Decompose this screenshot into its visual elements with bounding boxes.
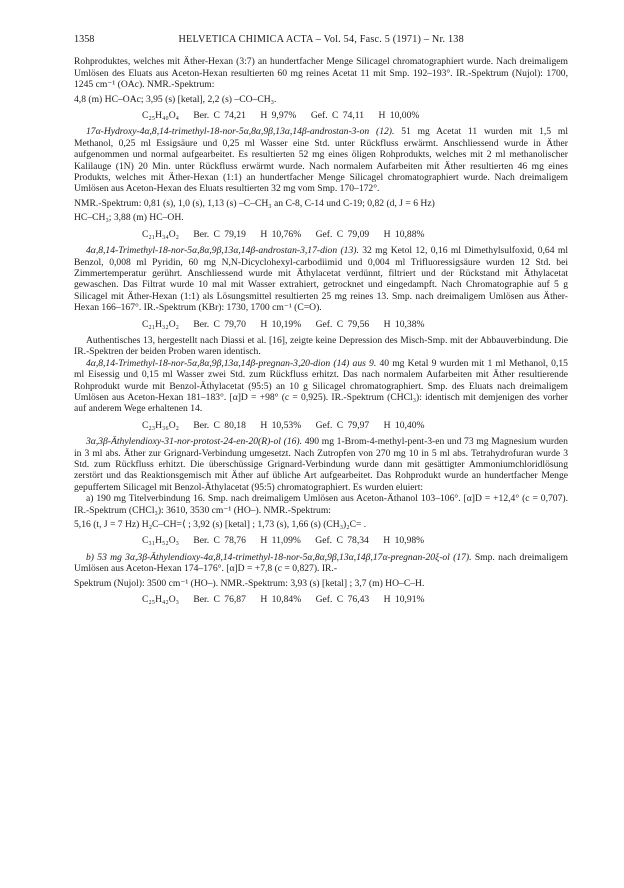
nmr-line-11: 4,8 (m) HC–OAc; 3,95 (s) [ketal], 2,2 (s) –CO–CH₃. [74, 93, 277, 105]
found-h: H 10,00% [378, 110, 420, 122]
section-14 [74, 358, 568, 415]
compound-title-12: 17α-Hydroxy-4α,8,14-trimethyl-18-nor-5α,8α,9β,13α,14β-androstan-3-on (12). [86, 126, 395, 138]
calc-h: H 10,53% [260, 419, 302, 431]
compound-title-16: 3α,3β-Äthylendioxy-31-nor-protost-24-en-20(R)-ol (16). [86, 436, 303, 448]
found-c: Gef. C 79,97 [315, 419, 370, 431]
found-h: H 10,91% [383, 594, 425, 606]
analysis-14 [142, 420, 568, 431]
calc-h: H 9,97% [260, 110, 297, 122]
compound-title-13: 4α,8,14-Trimethyl-18-nor-5α,8α,9β,13α,14β-androstan-3,17-dion (13). [86, 245, 359, 257]
section-13 [74, 245, 568, 313]
paragraph-13: 32 mg Ketol 12, 0,16 ml Dimethylsulfoxid, 0,64 ml Benzol, 0,008 ml Pyridin, 60 mg N,N-Dicyclohexyl-carbodiimid und 0,004 ml Trifluoressigsäure wurden 12 Std. bei Zimmertemperatur gerührt. Anschliessend wurde mit Äthylacetat verdünnt, filtriert und der Rückstand mit Äthylacetat gewaschen. Das Filtrat wurde 10 mal mit Wasser extrahiert, getrocknet und eingedampft. Nach Chromatographie auf 5 g Silicagel mit Äther-Hexan (1:1) als Lösungsmittel resultierten 25 mg reines 13. Smp. nach dreimaligem Umlösen aus Äther-Hexan 166–167°. IR.-Spektrum (KBr): 1730, 1700 cm⁻¹ (C=O). [74, 245, 568, 314]
found-c: Gef. C 79,09 [315, 228, 370, 240]
journal-running-title: HELVETICA CHIMICA ACTA – Vol. 54, Fasc. 5 (1971) – Nr. 138 [178, 34, 464, 45]
calc-c: Ber. C 76,87 [193, 594, 246, 606]
calc-h: H 10,76% [260, 228, 302, 240]
calc-c: Ber. C 78,76 [193, 535, 246, 547]
found-c: Gef. C 78,34 [315, 535, 369, 547]
paragraph-17: Smp. nach dreimaligem Umlösen aus Aceton-Hexan 174–176°. [α]D = +7,8 (c = 0,827). IR.- [74, 551, 568, 575]
analysis-17 [142, 594, 568, 605]
found-c: Gef. C 79,56 [315, 318, 370, 330]
found-c: Gef. C 76,43 [315, 594, 370, 606]
nmr-line-12a: NMR.-Spektrum: 0,81 (s), 1,0 (s), 1,13 (s) –C–CH₃ an C-8, C-14 und C-19; 0,82 (d, J = 6 Hz) [74, 197, 435, 209]
formula: C₃₁H₅₂O₃ [142, 535, 179, 547]
paragraph-16: 490 mg 1-Brom-4-methyl-pent-3-en und 73 mg Magnesium wurden in 3 ml abs. Äther zur Grignard-Verbindung umgesetzt. Nach Zutropfen von 270 mg 10 in 5 ml abs. Tetrahydrofuran wurde 3 Std. zum Rückfluss erhitzt. Die überschüssige Grignard-Verbindung wurde dann mit gesättigter Ammoniumchloridlösung zerstört und das Reaktionsgemisch mit Äther auf übliche Art aufgearbeitet. Das Rohprodukt wurde an hundertfacher Menge gepuffertem Silicagel mit Benzol-Äthylacetat (95:5) chromatographiert. Es wurden eluiert: [74, 436, 568, 493]
paragraph-14: 40 mg Ketal 9 wurden mit 1 ml Methanol, 0,15 ml Eisessig und 0,15 ml Wasser zwei Std. zum Rückfluss erhitzt. Das nach normalem Aufarbeiten mit Äther resultierende Rohprodukt wurde mit Benzol-Äthylacetat (95:5) an 10 g Silicagel chromatographiert. Smp. des Eluats nach dreimaligem Umlösen aus Aceton-Hexan 181–183°. [α]D = +98° (c = 0,925). IR.-Spektrum (CHCl₃): identisch mit demjenigen des vorher auf anderem Wege erhaltenen 14. [74, 357, 568, 415]
paragraph-intro: Rohproduktes, welches mit Äther-Hexan (3:7) an hundertfacher Menge Silicagel chromatographiert wurde. Nach dreimaligem Umlösen des Eluats aus Aceton-Hexan resultierten 60 mg reines Acetat 11 mit Smp. 192–193°. IR.-Spektrum (Nujol): 1700, 1245 cm⁻¹ (OAc). NMR.-Spektrum: [74, 56, 568, 91]
found-h: H 10,88% [383, 228, 425, 240]
section-17 [74, 552, 568, 575]
compound-title-17: b) 53 mg 3α,3β-Äthylendioxy-4α,8,14-trimethyl-18-nor-5α,8α,9β,13α,14β,17α-pregnan-20ξ-ol (17). [86, 551, 472, 563]
paragraph-12: 51 mg Acetat 11 wurden mit 1,5 ml Methanol, 0,25 ml Essigsäure und 0,25 ml Wasser eine Std. unter Rückfluss erwärmt. Anschliessend wurde in Äther aufgenommen und normal aufgearbeitet. Es resultierten 52 mg eines öligen Rohprodukts, welches mit 2 ml methanolischer Kalilauge (1N) 20 Min. unter Rückfluss erwärmt wurde. Nach normalem Aufarbeiten mit Äther resultierten 46 mg eines Produkts, welches mit Äther-Hexan (1:1) an hundertfacher Menge Silicagel chromatographiert wurde. Nach dreimaligem Umlösen aus Aceton-Hexan des Eluats resultierten 32 mg vom Smp. 170–172°. [74, 126, 568, 195]
formula: C₂₁H₃₂O₂ [142, 318, 179, 330]
calc-h: H 10,84% [260, 594, 302, 606]
analysis-13 [142, 319, 568, 330]
section-12 [74, 126, 568, 194]
calc-h: H 11,09% [260, 535, 301, 547]
calc-c: Ber. C 79,70 [193, 318, 246, 330]
found-h: H 10,38% [383, 318, 425, 330]
page-header [74, 34, 568, 45]
calc-c: Ber. C 80,18 [193, 419, 246, 431]
found-h: H 10,98% [383, 535, 425, 547]
nmr-line-16: 5,16 (t, J = 7 Hz) H₂C–CH=⟨ ; 3,92 (s) [ketal] ; 1,73 (s), 1,66 (s) (CH₃)₂C= . [74, 519, 367, 531]
paragraph-authentic: Authentisches 13, hergestellt nach Diassi et al. [16], zeigte keine Depression des Misch-Smp. mit der Abbauverbindung. Die IR.-Spektren der beiden Proben waren identisch. [74, 334, 568, 358]
nmr-line-17: Spektrum (Nujol): 3500 cm⁻¹ (HO–). NMR.-Spektrum: 3,93 (s) [ketal] ; 3,7 (m) HO–C–H. [74, 577, 425, 589]
section-16 [74, 436, 568, 493]
nmr-line-12b: HC–CH₃; 3,88 (m) HC–OH. [74, 212, 184, 224]
analysis-11 [142, 110, 568, 121]
journal-page [74, 34, 568, 610]
found-c: Gef. C 74,11 [310, 110, 365, 122]
calc-c: Ber. C 74,21 [193, 110, 246, 122]
formula: C₂₅H₄₂O₃ [142, 594, 179, 606]
page-number: 1358 [74, 34, 95, 45]
formula: C₂₁H₃₄O₂ [142, 228, 179, 240]
calc-c: Ber. C 79,19 [193, 228, 246, 240]
formula: C₂₅H₄₀O₄ [142, 110, 179, 122]
formula: C₂₃H₃₆O₂ [142, 419, 179, 431]
compound-title-14: 4α,8,14-Trimethyl-18-nor-5α,8α,9β,13α,14β-pregnan-3,20-dion (14) aus 9. [86, 357, 377, 369]
calc-h: H 10,19% [260, 318, 302, 330]
analysis-16 [142, 535, 568, 546]
analysis-12 [142, 229, 568, 240]
found-h: H 10,40% [383, 419, 425, 431]
paragraph-16a: a) 190 mg Titelverbindung 16. Smp. nach dreimaligem Umlösen aus Aceton-Äthanol 103–106°. [α]D = +12,4° (c = 0,707). IR.-Spektrum (CHCl₃): 3610, 3530 cm⁻¹ (HO–). NMR.-Spektrum: [74, 493, 568, 516]
